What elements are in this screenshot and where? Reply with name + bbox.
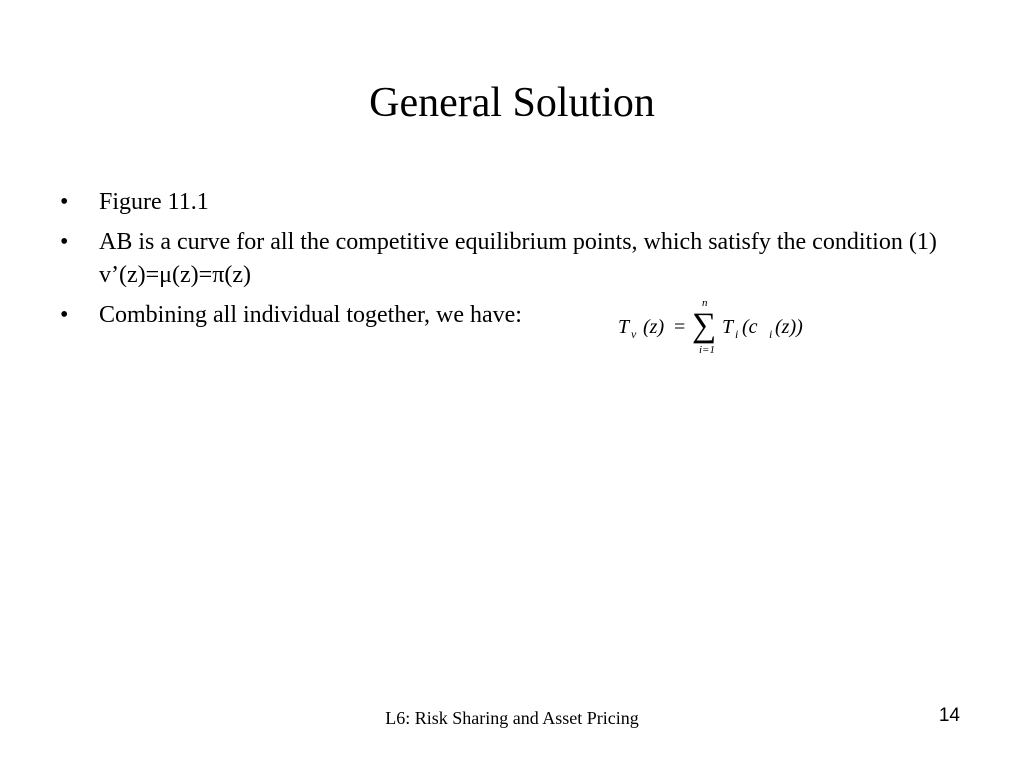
formula-rhs-t: T [722,316,734,338]
formula-sum-symbol: ∑ [692,307,717,344]
formula-sum-lower-limit: i=1 [699,344,715,356]
formula-rhs-c: (c [742,316,758,338]
bullet-text: AB is a curve for all the competitive equilibrium points, which satisfy the condition (1) v’(z)=μ(z)=π(z) [99,229,937,288]
formula-rhs-argument: (z)) [775,316,803,338]
bullet-text: Figure 11.1 [99,189,209,215]
bullet-item-combining [60,299,960,332]
footer-text: L6: Risk Sharing and Asset Pricing [385,708,639,728]
bullet-list [60,186,960,339]
bullet-text: Combining all individual together, we have: [99,302,522,328]
formula-lhs-t: T [618,316,630,338]
formula-equals-sign: = [674,316,686,338]
sum-formula [612,296,822,360]
formula-lhs-argument: (z) [643,316,665,338]
formula-rhs-subscript: i [735,327,739,341]
bullet-marker: • [60,189,69,215]
page-number: 14 [938,705,960,726]
bullet-marker: • [60,229,69,255]
bullet-marker: • [60,302,69,328]
slide-title: General Solution [369,80,655,126]
formula-sum-upper-limit: n [702,297,708,309]
bullet-item-curve [60,226,960,292]
formula-lhs-subscript: v [631,327,637,341]
formula-rhs-c-subscript: i [769,327,773,341]
bullet-item-figure [60,186,960,219]
